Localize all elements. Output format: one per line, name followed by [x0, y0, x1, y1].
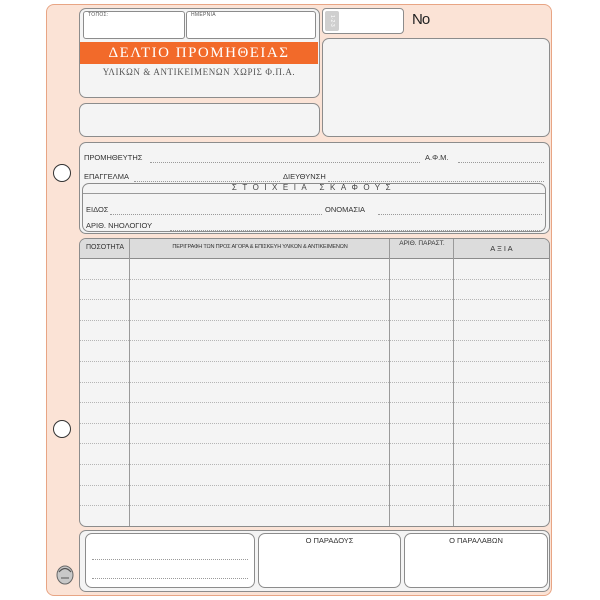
vessel-title-divider — [83, 193, 545, 194]
address-label: ΔΙΕΥΘΥΝΣΗ — [283, 172, 326, 181]
address-field[interactable] — [328, 181, 544, 182]
stamp-box — [322, 8, 404, 34]
col-refnum-header: ΑΡΙΘ. ΠΑΡΑΣΤ. — [399, 240, 445, 247]
vessel-title: ΣΤΟΙΧΕΙΑ ΣΚΑΦΟΥΣ — [231, 183, 397, 192]
form-subtitle: ΥΛΙΚΩΝ & ΑΝΤΙΚΕΙΜΕΝΩΝ ΧΩΡΙΣ Φ.Π.Α. — [102, 67, 296, 77]
profession-label: ΕΠΑΓΓΕΛΜΑ — [84, 172, 129, 181]
col-value-header: Α Ξ Ι Α — [490, 244, 513, 253]
table-row-line — [80, 423, 549, 424]
table-row-line — [80, 279, 549, 280]
name-label: ΟΝΟΜΑΣΙΑ — [325, 205, 366, 214]
profession-field[interactable] — [134, 181, 280, 182]
binder-hole-bottom — [53, 420, 71, 438]
col-description-header: ΠΕΡΙΓΡΑΦΗ ΤΩΝ ΠΡΟΣ ΑΓΟΡΑ & ΕΠΙΣΚΕΥΗ ΥΛΙΚΩΝ & ΑΝΤΙΚΕΙΜΕΝΩΝ — [172, 244, 348, 250]
table-row-line — [80, 402, 549, 403]
form-title: ΔΕΛΤΙΟ ΠΡΟΜΗΘΕΙΑΣ — [80, 42, 318, 64]
col-quantity-header: ΠΟΣΟΤΗΤΑ — [85, 244, 125, 251]
blank-box[interactable] — [79, 103, 320, 137]
table-row-line — [80, 464, 549, 465]
registry-label: ΑΡΙΘ. ΝΗΟΛΟΓΙΟΥ — [86, 221, 153, 230]
stamp-line-1 — [92, 559, 248, 560]
table-row-line — [80, 382, 549, 383]
supplier-label: ΠΡΟΜΗΘΕΥΤΗΣ — [84, 153, 143, 162]
notes-box[interactable] — [322, 38, 550, 137]
table-row-line — [80, 340, 549, 341]
deliverer-label: Ο ΠΑΡΑΔΟΥΣ — [305, 536, 354, 545]
stamp-line-2 — [92, 578, 248, 579]
binder-hole-top — [53, 164, 71, 182]
type-field[interactable] — [110, 214, 322, 215]
receiver-label: Ο ΠΑΡΑΛΑΒΩΝ — [449, 536, 503, 545]
header-box — [79, 8, 320, 98]
registry-field[interactable] — [170, 230, 542, 231]
number-label: No — [412, 11, 430, 28]
afm-label: Α.Φ.Μ. — [425, 153, 449, 162]
afm-field[interactable] — [458, 162, 544, 163]
table-row-line — [80, 361, 549, 362]
table-row-line — [80, 485, 549, 486]
table-row-line — [80, 505, 549, 506]
place-label: ΤΟΠΟΣ: — [88, 12, 109, 18]
table-row-line — [80, 320, 549, 321]
table-row-line — [80, 443, 549, 444]
stamp-signature-box[interactable] — [85, 533, 255, 588]
table-row-line — [80, 299, 549, 300]
type-label: ΕΙΔΟΣ — [86, 205, 109, 214]
date-label: ΗΜΕΡΝΙΑ — [191, 12, 216, 18]
printer-logo — [55, 560, 75, 586]
name-field[interactable] — [378, 214, 542, 215]
stamp-tab: 1·2·3 — [325, 11, 339, 31]
supplier-field[interactable] — [150, 162, 420, 163]
